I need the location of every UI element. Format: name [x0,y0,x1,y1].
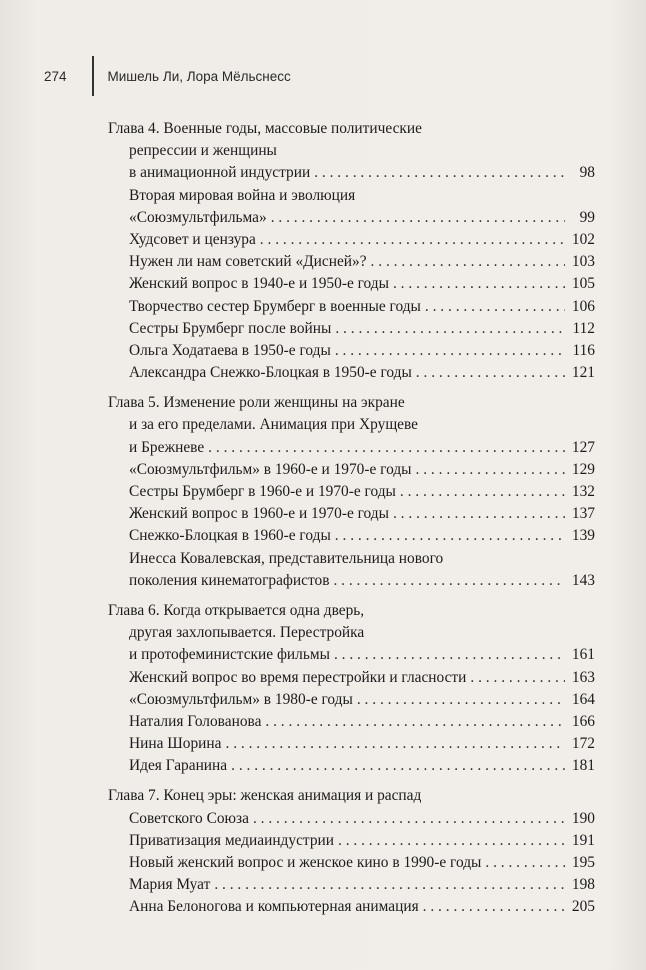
page-ref: 99 [579,208,595,226]
page-ref: 166 [571,712,595,730]
leader-dots [416,362,565,384]
leader-dots [226,733,566,755]
chapter-title-line: Глава 7. Конец эры: женская анимация и распад [108,787,422,805]
page-ref: 191 [571,831,595,849]
page-ref: 105 [571,275,595,293]
page-ref: 129 [571,460,595,478]
page-ref: 181 [571,757,595,775]
toc-entry[interactable] [108,503,595,525]
toc-entry[interactable] [108,755,595,777]
leader-dots [400,481,565,503]
section-title: Александра Снежко-Блоцкая в 1950-е годы [129,364,412,382]
toc-entry[interactable] [108,229,595,251]
section-title: Анна Белоногова и компьютерная анимация [129,898,419,916]
section-title: Ольга Ходатаева в 1950-е годы [129,341,331,359]
toc-entry[interactable] [108,733,595,755]
chapter-title-line: другая захлопывается. Перестройка [129,624,365,642]
chapter-title-text: и протофеминистские фильмы [129,646,330,664]
page-number: 274 [44,68,67,84]
chapter-title-entry[interactable] [108,437,595,459]
chapter-title-line: Глава 6. Когда открывается одна дверь, [108,601,365,619]
page-ref: 139 [571,527,595,545]
leader-dots [371,251,565,273]
leader-dots [335,318,565,340]
chapter-title-entry[interactable] [108,808,595,830]
page-ref: 163 [571,668,595,686]
running-header [44,56,291,96]
chapter-title-text: и Брежневе [129,438,205,456]
toc-entry[interactable] [108,830,595,852]
toc-entry[interactable] [108,318,595,340]
table-of-contents [108,118,595,919]
toc-entry[interactable] [108,251,595,273]
leader-dots [253,808,565,830]
page-ref: 116 [572,341,595,359]
section-title: Приватизация медиаиндустрии [129,831,334,849]
section-title: «Союзмультфильм» в 1960-е и 1970-е годы [129,460,412,478]
section-title: Нина Шорина [129,735,222,753]
toc-chapter-7 [108,785,595,918]
section-title: Худсовет и цензура [129,230,256,248]
section-title: Женский вопрос в 1940-е и 1950-е годы [129,275,389,293]
toc-entry[interactable] [108,362,595,384]
section-title: Женский вопрос в 1960-е и 1970-е годы [129,505,389,523]
toc-entry[interactable] [108,273,595,295]
page-ref: 132 [571,483,595,500]
leader-dots [357,689,565,711]
chapter-title-text: в анимационной индустрии [129,164,311,182]
section-title: Сестры Брумберг после войны [129,319,332,337]
section-title: Нужен ли нам советский «Дисней»? [129,253,367,271]
section-title: поколения кинематографистов [129,571,330,589]
leader-dots [335,525,565,547]
page-ref: 161 [571,646,595,664]
page-ref: 172 [571,735,595,753]
section-title: Новый женский вопрос и женское кино в 1990-е годы [129,854,482,871]
section-title: Снежко-Блоцкая в 1960-е годы [129,527,331,545]
toc-entry[interactable] [108,689,595,711]
page-ref: 137 [571,505,595,523]
leader-dots [260,229,565,251]
section-title: Сестры Брумберг в 1960-е и 1970-е годы [129,483,396,500]
section-title: Творчество сестер Брумберг в военные годы [129,297,421,315]
toc-entry[interactable] [108,896,595,918]
page-ref: 164 [571,690,595,708]
leader-dots [393,503,565,525]
leader-dots [425,296,565,318]
section-title-line: Вторая мировая война и эволюция [129,186,356,204]
page-ref: 127 [571,438,595,456]
toc-chapter-5 [108,392,595,592]
toc-chapter-6 [108,600,595,778]
section-title: Мария Муат [129,876,211,894]
header-divider [92,56,94,96]
leader-dots [423,896,565,918]
toc-entry[interactable] [108,207,595,229]
page-ref: 106 [571,297,595,315]
section-title: Женский вопрос во время перестройки и гласности [129,668,467,686]
section-title: Наталия Голованова [129,712,262,730]
leader-dots [334,644,565,666]
page-ref: 198 [571,876,595,894]
section-title-line: Инесса Ковалевская, представительница нового [129,549,444,567]
chapter-title-line: и за его пределами. Анимация при Хрущеве [129,416,419,434]
header-authors: Мишель Ли, Лора Мёльснесс [107,68,291,84]
chapter-title-entry[interactable] [108,162,595,184]
toc-entry[interactable] [108,481,595,503]
page-ref: 205 [571,898,595,916]
toc-entry[interactable] [108,525,595,547]
toc-entry[interactable] [108,296,595,318]
leader-dots [393,273,565,295]
toc-entry[interactable] [108,667,595,689]
leader-dots [470,667,565,689]
page-ref: 103 [571,253,595,271]
leader-dots [314,162,565,184]
toc-entry[interactable] [108,874,595,896]
leader-dots [214,874,565,896]
leader-dots [271,207,565,229]
page-ref: 112 [572,319,595,337]
page-ref: 121 [571,364,595,382]
chapter-title-line: Глава 5. Изменение роли женщины на экране [108,394,405,412]
page-ref: 195 [571,854,595,871]
chapter-title-text: Советского Союза [129,809,249,827]
section-title: «Союзмультфильм» в 1980-е годы [129,690,353,708]
leader-dots [485,852,565,874]
chapter-title-entry[interactable] [108,644,595,666]
toc-chapter-4 [108,118,595,384]
leader-dots [335,340,565,362]
toc-entry[interactable] [108,711,595,733]
page-ref: 143 [571,571,595,589]
chapter-title-line: репрессии и женщины [129,142,277,160]
toc-entry[interactable] [108,340,595,362]
leader-dots [265,711,565,733]
section-title: Идея Гаранина [129,757,228,775]
toc-entry[interactable] [108,570,595,592]
leader-dots [333,570,565,592]
leader-dots [208,437,565,459]
page-ref: 102 [571,230,595,248]
section-title: «Союзмультфильма» [129,208,267,226]
leader-dots [338,830,565,852]
toc-entry[interactable] [108,852,595,874]
page-ref: 190 [571,809,595,827]
page-ref: 98 [579,164,595,182]
leader-dots [416,459,565,481]
toc-entry[interactable] [108,459,595,481]
leader-dots [231,755,565,777]
chapter-title-line: Глава 4. Военные годы, массовые политические [108,120,422,137]
